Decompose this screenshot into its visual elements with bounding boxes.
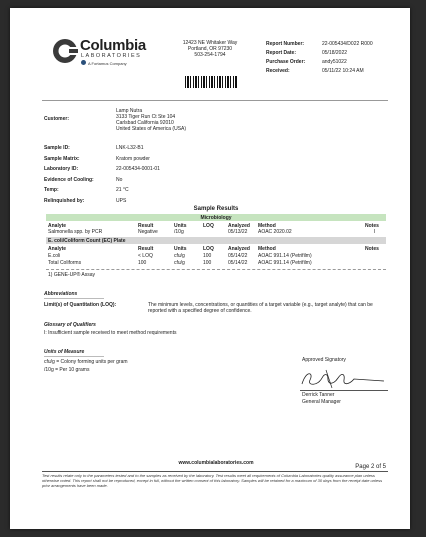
signature-line xyxy=(300,390,388,391)
sample-info-labels: Sample ID: Sample Matrix: Laboratory ID: Evidence of Cooling: Temp: Relinquished by: xyxy=(44,145,94,204)
report-page: Columbia LABORATORIES A Fortamus Company 12423 NE Whitaker Way Portland, OR 97230 503-254-1794 Report Number: Report Date: Purchase Order: Received: 22-005434/D022 R000 05/18/2022 andy51022 05/11/22 10:24 AM Customer: Lamp Nutra 3133 Tiger Run Ct Ste 104 Carlsbad California 92010 United States of America (USA) Sample ID: Sample Matrix: Laboratory ID: Evidence of Cooling: Temp: Relinquished by: LNK-L32-B1 Kratom powder 22-005434-0001-01 No 21 °C UPS Sample Results Microbiology Analyte Result Units LOQ Analyzed Method Notes Salmonella spp. by PCR Negative /10g 05/13/22 AOAC 2020.02 I E. coli/Coliform Count (EC) Plate Analyte Result Units LOQ Analyzed Method Notes E.coli < LOQ cfu/g 100 05/14/22 AOAC 991.14 (Petrifilm) Total Coliforms 100 cfu/g 100 05/14/22 AOAC 991.14 (Petrifilm) 1) GENE-UP® Assay Abbreviations Limit(s) of Quantitation (LOQ): The minimum levels, concentrations, or quantities of a target variable (e.g., target analyte) that can be reported with a specified degree of confidence. Glossary of Qualifiers I: Insufficient sample received to meet method requirements Units of Measure cfu/g = Colony forming units per gram /10g = Per 10 grams Approved Signatory Derrick Tanner General Manager www.columbialaboratories.com Page 2 of 5 Test results relate only to the parameters tested and to the samples as received by the laboratory. Test results meet all requirements of Columbia Laboratories quality assurance plan unless otherwise noted. This report shall not be reproduced, except in full, without the written consent of this laboratory. Samples will be retained for a maximum of 30 days from the receipt date unless prior arrangements have been made. xyxy=(10,8,410,529)
ecoli-title: E. coli/Coliform Count (EC) Plate xyxy=(48,237,126,244)
results-footnote: 1) GENE-UP® Assay xyxy=(48,272,96,278)
fortamus-icon xyxy=(81,60,86,65)
footer-divider xyxy=(42,471,388,472)
signatory-title: General Manager xyxy=(302,399,341,405)
loq-term: Limit(s) of Quantitation (LOQ): xyxy=(44,302,117,308)
header-divider xyxy=(42,100,388,101)
report-labels: Report Number: Report Date: Purchase Order: Received: xyxy=(266,41,306,74)
loq-definition: The minimum levels, concentrations, or quantities of a target variable (e.g., target analyte) that can be reported with a specified degree of confidence. xyxy=(148,302,373,314)
units-item: cfu/g = Colony forming units per gram xyxy=(44,359,128,365)
hdr-analyzed: Analyzed xyxy=(228,223,250,229)
qualifier-item: I: Insufficient sample received to meet method requirements xyxy=(44,330,177,336)
hdr-result: Result xyxy=(138,223,154,229)
signatory-label: Approved Signatory xyxy=(302,357,346,363)
sample-info-values: LNK-L32-B1 Kratom powder 22-005434-0001-01 No 21 °C UPS xyxy=(116,145,160,204)
company-name: Columbia xyxy=(80,37,146,54)
hdr-notes: Notes xyxy=(365,223,379,229)
abbreviations-underline xyxy=(44,298,104,299)
abbreviations-title: Abbreviations xyxy=(44,291,78,297)
page-number: Page 2 of 5 xyxy=(355,464,386,470)
hdr-loq: LOQ xyxy=(203,246,214,252)
results-title: Sample Results xyxy=(193,206,239,212)
report-values: 22-005434/D022 R000 05/18/2022 andy51022 05/11/22 10:24 AM xyxy=(322,41,373,74)
hdr-result: Result xyxy=(138,246,154,252)
footer-disclaimer: Test results relate only to the parameters tested and to the samples as received by the laboratory. Test results meet all requirements of Columbia Laboratories quality assurance plan unless otherwise noted. This report shall not be reproduced, except in full, without the written consent of this laboratory. Samples will be retained for a maximum of 30 days from the receipt date unless prior arrangements have been made. xyxy=(42,473,383,488)
units-underline xyxy=(44,356,104,357)
columbia-logo-icon xyxy=(52,38,78,64)
hdr-units: Units xyxy=(174,223,187,229)
hdr-loq: LOQ xyxy=(203,223,214,229)
company-subtitle: LABORATORIES xyxy=(81,53,142,59)
customer-address: Lamp Nutra 3133 Tiger Run Ct Ste 104 Carlsbad California 92010 United States of America (USA) xyxy=(116,108,187,132)
hdr-analyte: Analyte xyxy=(48,223,67,229)
hdr-units: Units xyxy=(174,246,187,252)
units-title: Units of Measure xyxy=(44,349,85,355)
hdr-method: Method xyxy=(258,246,276,252)
qualifiers-title: Glossary of Qualifiers xyxy=(44,322,96,328)
hdr-method: Method xyxy=(258,223,276,229)
units-item: /10g = Per 10 grams xyxy=(44,367,90,373)
hdr-analyte: Analyte xyxy=(48,246,67,252)
company-address: 12423 NE Whitaker Way Portland, OR 97230 503-254-1794 xyxy=(182,40,238,58)
signatory-name: Derrick Tanner xyxy=(302,392,335,398)
hdr-analyzed: Analyzed xyxy=(228,246,250,252)
barcode xyxy=(185,76,237,88)
signature-icon xyxy=(298,366,388,390)
customer-label: Customer: xyxy=(44,116,70,122)
company-parent: A Fortamus Company xyxy=(88,61,127,66)
microbiology-title: Microbiology xyxy=(200,214,232,221)
footer-website[interactable]: www.columbialaboratories.com xyxy=(178,460,254,466)
hdr-notes: Notes xyxy=(365,246,379,252)
table-divider xyxy=(46,269,386,270)
